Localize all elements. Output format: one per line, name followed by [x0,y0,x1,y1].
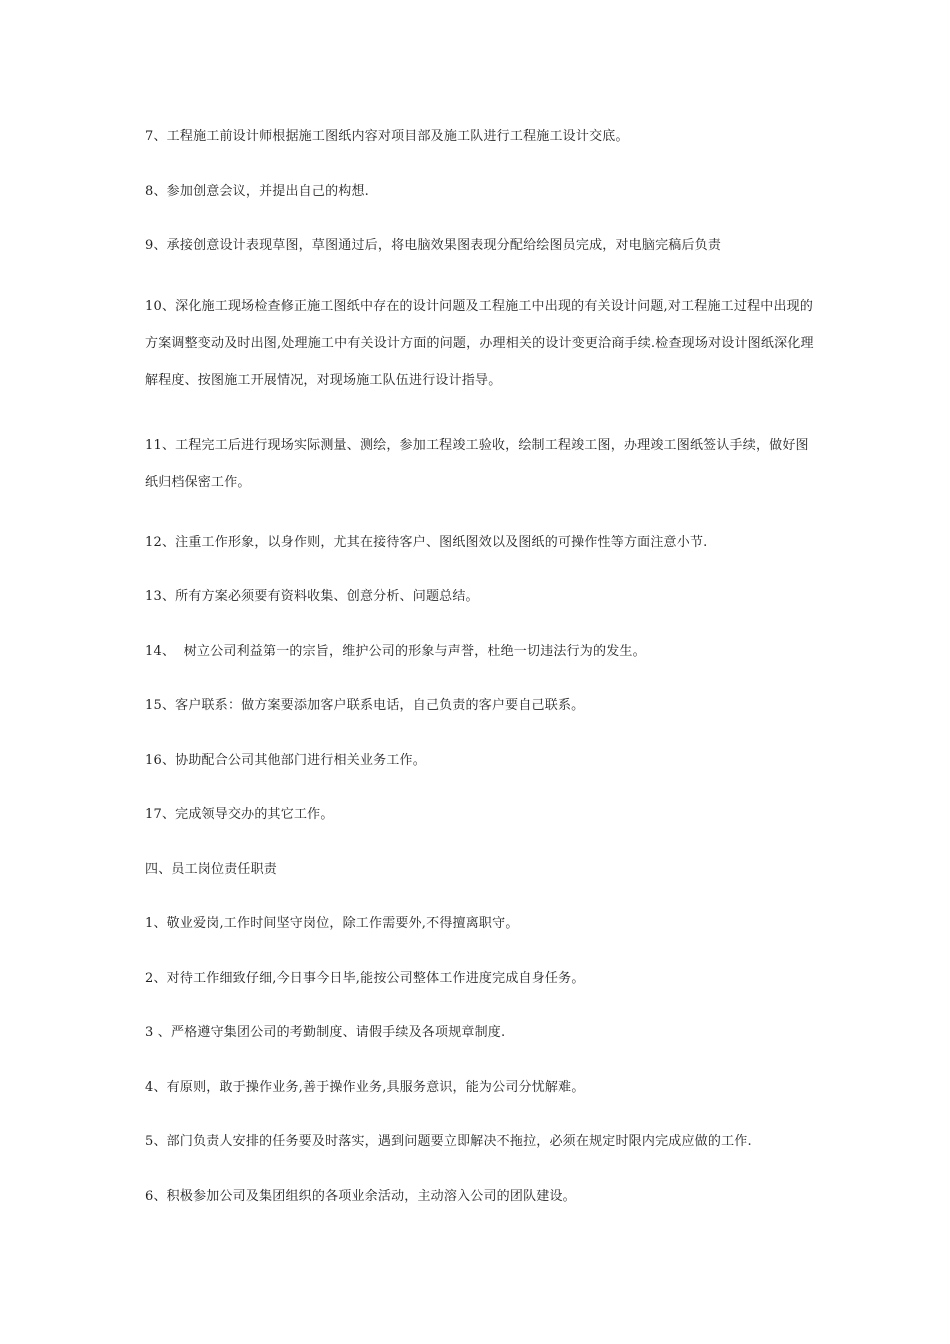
paragraph-item-11: 11、工程完工后进行现场实际测量、测绘，参加工程竣工验收，绘制工程竣工图，办理竣工图纸签认手续，做好图纸归档保密工作。 [145,438,809,490]
paragraph-item-10: 10、深化施工现场检查修正施工图纸中存在的设计问题及工程施工中出现的有关设计问题,对工程施工过程中出现的方案调整变动及时出图,处理施工中有关设计方面的问题，办理相关的设计变更洽商手续.检查现场对设计图纸深化理解程度、按图施工开展情况，对现场施工队伍进行设计指导。 [145,298,814,388]
paragraph-item-7: 7、工程施工前设计师根据施工图纸内容对项目部及施工队进行工程施工设计交底。 [145,129,629,144]
document-body [145,124,815,1238]
duty-item-3: 3 、严格遵守集团公司的考勤制度、请假手续及各项规章制度. [145,1025,506,1040]
duty-item-6: 6、积极参加公司及集团组织的各项业余活动，主动溶入公司的团队建设。 [145,1188,576,1204]
paragraph-item-9: 9、承接创意设计表现草图，草图通过后，将电脑效果图表现分配给绘图员完成，对电脑完稿后负责 [145,238,722,253]
paragraph-item-14: 14、 树立公司利益第一的宗旨，维护公司的形象与声誉，杜绝一切违法行为的发生。 [145,643,646,659]
duty-item-2: 2、对待工作细致仔细,今日事今日毕,能按公司整体工作进度完成自身任务。 [145,970,585,986]
section-heading-4: 四、员工岗位责任职责 [145,861,278,877]
paragraph-item-13: 13、所有方案必须要有资料收集、创意分析、问题总结。 [145,589,479,604]
paragraph-item-15: 15、客户联系：做方案要添加客户联系电话，自己负责的客户要自己联系。 [145,698,585,713]
duty-item-5: 5、部门负责人安排的任务要及时落实，遇到问题要立即解决不拖拉，必须在规定时限内完成应做的工作. [145,1134,752,1149]
duty-item-4: 4、有原则，敢于操作业务,善于操作业务,具服务意识，能为公司分忧解难。 [145,1079,585,1095]
paragraph-item-17: 17、完成领导交办的其它工作。 [145,807,334,822]
duty-item-1: 1、敬业爱岗,工作时间坚守岗位，除工作需要外,不得擅离职守。 [145,916,519,931]
paragraph-item-16: 16、协助配合公司其他部门进行相关业务工作。 [145,752,426,768]
paragraph-item-12: 12、注重工作形象，以身作则，尤其在接待客户、图纸图效以及图纸的可操作性等方面注意小节. [145,534,708,550]
paragraph-item-8: 8、参加创意会议，并提出自己的构想. [145,183,370,199]
